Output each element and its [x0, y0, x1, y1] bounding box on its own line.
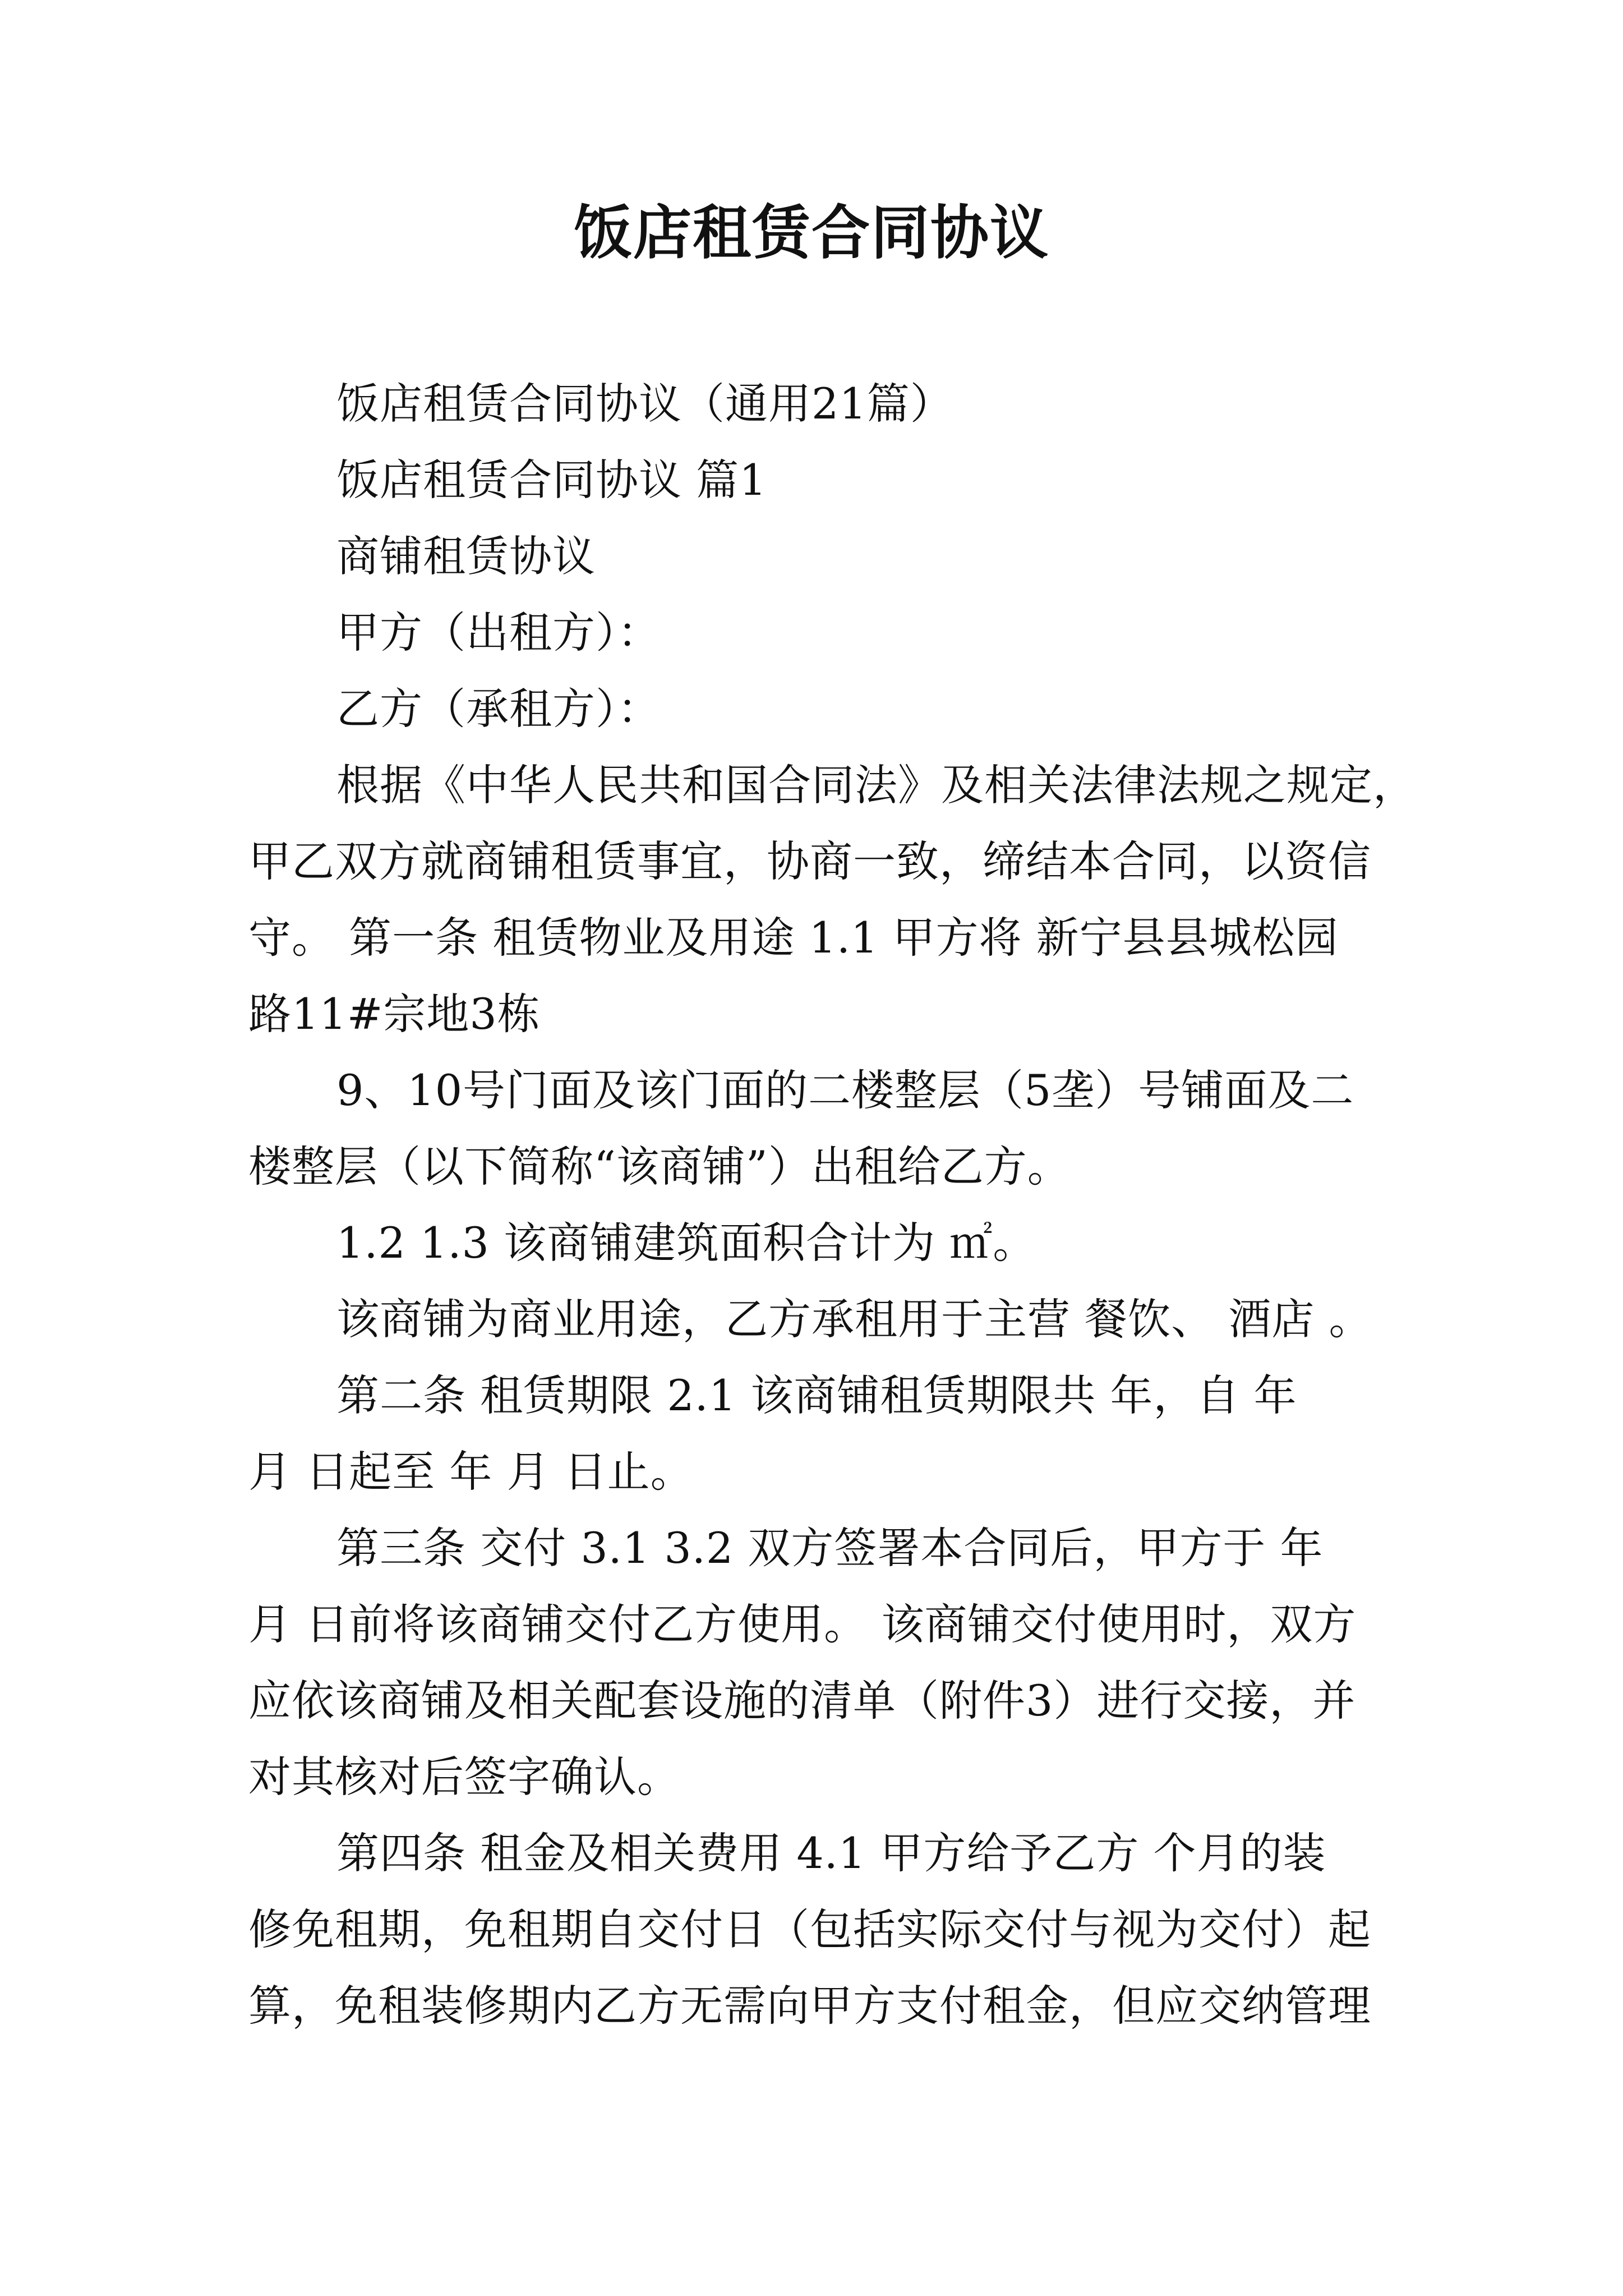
document-title: 饭店租赁合同协议	[573, 198, 1049, 267]
paragraph-line: 1.2 1.3 该商铺建筑面积合计为 ㎡。	[336, 1218, 1036, 1268]
paragraph-line: 甲乙双方就商铺租赁事宜，协商一致，缔结本合同，以资信	[248, 836, 1371, 886]
paragraph-line: 该商铺为商业用途，乙方承租用于主营 餐饮、 酒店 。	[336, 1294, 1372, 1344]
paragraph-line: 修免租期，免租期自交付日（包括实际交付与视为交付）起	[248, 1904, 1371, 1954]
paragraph-line: 路11#宗地3栋	[248, 989, 541, 1039]
paragraph-line: 对其核对后签字确认。	[248, 1752, 680, 1802]
paragraph-line: 月 日前将该商铺交付乙方使用。 该商铺交付使用时，双方	[248, 1599, 1357, 1649]
paragraph-line: 根据《中华人民共和国合同法》及相关法律法规之规定，	[336, 760, 1416, 810]
agreement-name: 商铺租赁协议	[336, 531, 596, 581]
party-b-line: 乙方（承租方）：	[336, 684, 661, 734]
paragraph-line: 守。 第一条 租赁物业及用途 1.1 甲方将 新宁县县城松园	[248, 913, 1339, 963]
paragraph-line: 9、10号门面及该门面的二楼整层（5垄）号铺面及二	[336, 1065, 1354, 1115]
subtitle-line: 饭店租赁合同协议（通用21篇）	[336, 379, 953, 429]
paragraph-line: 第二条 租赁期限 2.1 该商铺租赁期限共 年，自 年	[336, 1370, 1297, 1420]
paragraph-line: 应依该商铺及相关配套设施的清单（附件3）进行交接，并	[248, 1676, 1356, 1726]
paragraph-line: 算，免租装修期内乙方无需向甲方支付租金，但应交纳管理	[248, 1981, 1371, 2031]
paragraph-line: 第四条 租金及相关费用 4.1 甲方给予乙方 个月的装	[336, 1828, 1326, 1878]
paragraph-line: 月 日起至 年 月 日止。	[248, 1447, 694, 1497]
paragraph-line: 第三条 交付 3.1 3.2 双方签署本合同后，甲方于 年	[336, 1523, 1324, 1573]
party-a-line: 甲方（出租方）：	[336, 608, 661, 657]
paragraph-line: 楼整层（以下简称“该商铺”）出租给乙方。	[248, 1142, 1071, 1191]
article-heading: 饭店租赁合同协议 篇1	[336, 455, 767, 505]
